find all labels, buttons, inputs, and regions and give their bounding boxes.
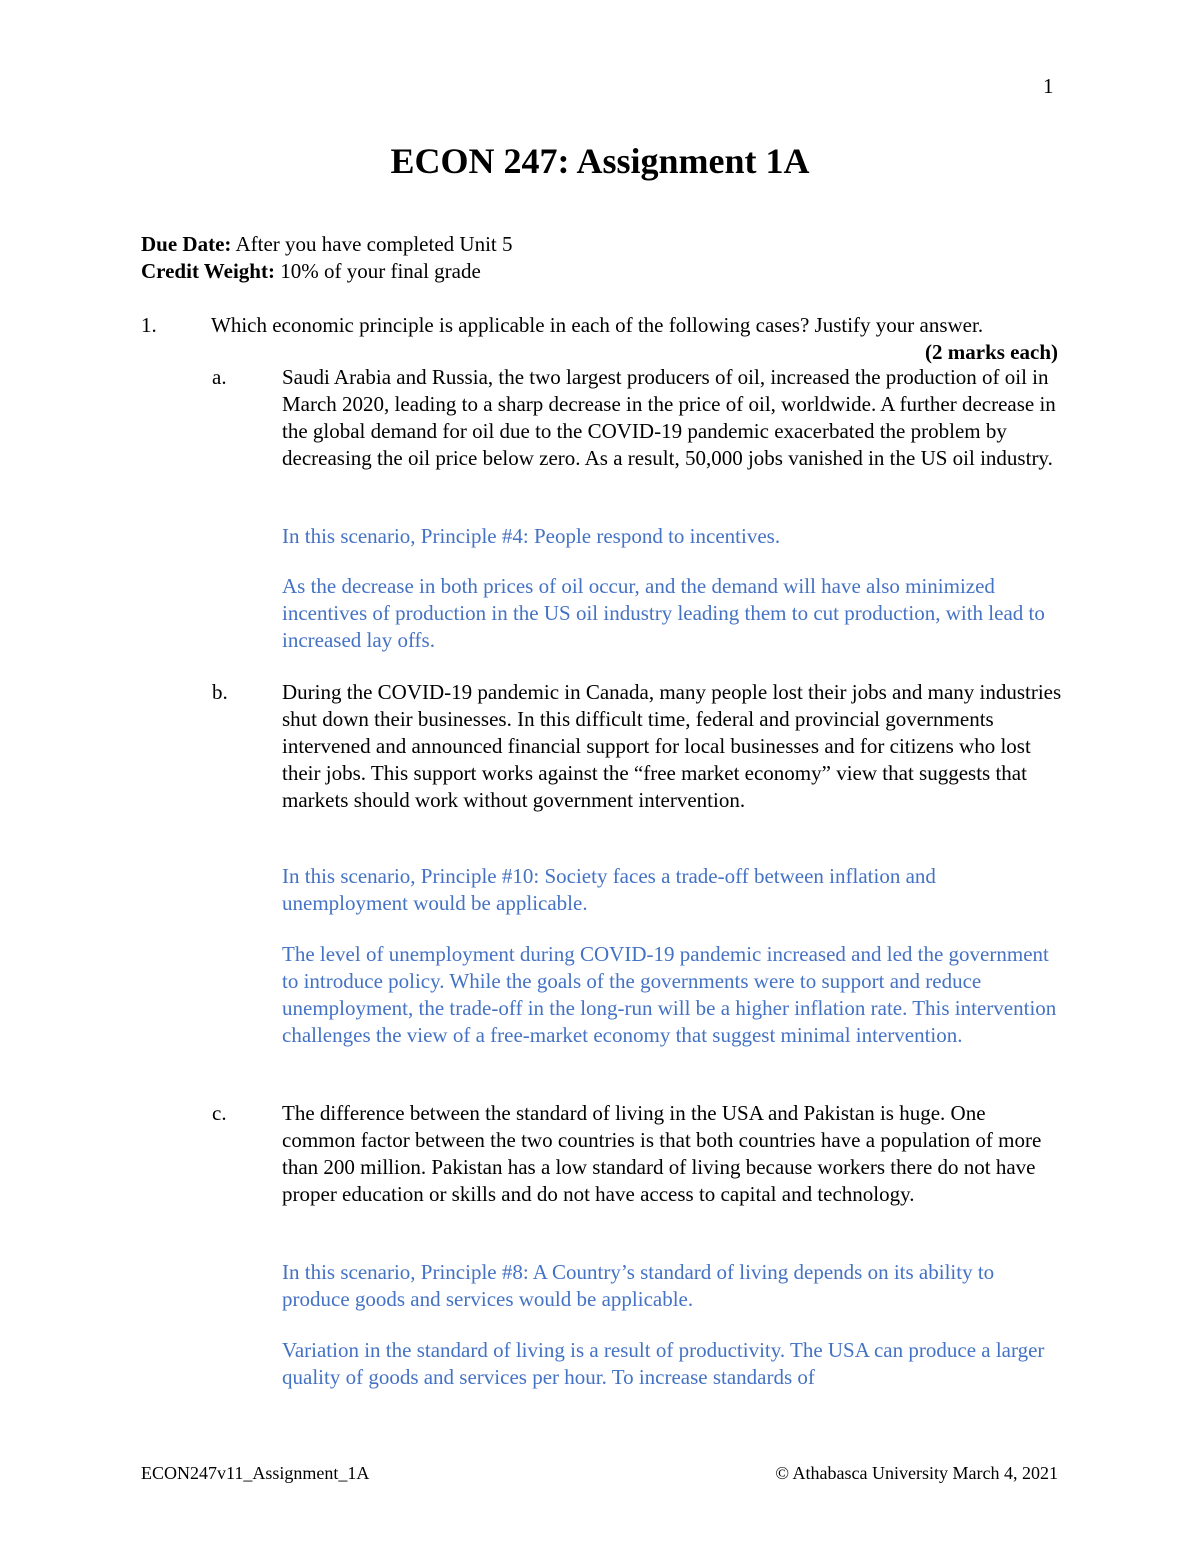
part-c-prompt: The difference between the standard of living in the USA and Pakistan is huge. One common factor between the two countries is that both countries have a population of more than 200 million. Pakistan has a low standard of living because workers there do not have proper education or skills and do not have access to capital and technology. <box>282 1101 1042 1206</box>
footer-document-code: ECON247v11_Assignment_1A <box>141 1463 370 1483</box>
part-b-answer-principle: In this scenario, Principle #10: Society faces a trade-off between inflation and unemployment would be applicable. <box>282 864 936 915</box>
credit-weight-line <box>141 258 481 285</box>
page-number: 1 <box>1043 74 1054 98</box>
due-date-line <box>141 231 512 258</box>
part-c-answer-principle: In this scenario, Principle #8: A Country’s standard of living depends on its ability to produce goods and services would be applicable. <box>282 1260 995 1311</box>
marks-note: (2 marks each) <box>925 340 1058 364</box>
part-a-prompt: Saudi Arabia and Russia, the two largest producers of oil, increased the production of oil in March 2020, leading to a sharp decrease in the price of oil, worldwide. A further decrease in the global demand for oil due to the COVID-19 pandemic exacerbated the problem by decreasing the oil price below zero. As a result, 50,000 jobs vanished in the US oil industry. <box>282 365 1056 470</box>
part-c-label: c. <box>212 1101 227 1125</box>
question-number: 1. <box>141 313 157 337</box>
question-text: Which economic principle is applicable in each of the following cases? Justify your answer. <box>211 313 984 337</box>
due-date-value: After you have completed Unit 5 <box>235 232 513 256</box>
due-date-label: Due Date: <box>141 232 232 256</box>
part-c-answer-explanation: Variation in the standard of living is a result of productivity. The USA can produce a larger quality of goods and services per hour. To increase standards of <box>282 1338 1045 1389</box>
part-b-answer-explanation: The level of unemployment during COVID-19 pandemic increased and led the government to introduce policy. While the goals of the governments were to support and reduce unemployment, the trade-off in the long-run will be a higher inflation rate. This intervention challenges the view of a free-market economy that suggest minimal intervention. <box>282 942 1057 1047</box>
part-a-label: a. <box>212 365 227 389</box>
part-b-prompt: During the COVID-19 pandemic in Canada, many people lost their jobs and many industries shut down their businesses. In this difficult time, federal and provincial governments intervened and announced financial support for local businesses and for citizens who lost their jobs. This support works against the “free market economy” view that suggests that markets should work without government intervention. <box>282 680 1062 812</box>
part-a-answer-explanation: As the decrease in both prices of oil occur, and the demand will have also minimized incentives of production in the US oil industry leading them to cut production, with lead to increased lay offs. <box>282 574 1045 652</box>
part-a-answer-principle: In this scenario, Principle #4: People respond to incentives. <box>282 524 781 548</box>
footer-copyright: © Athabasca University March 4, 2021 <box>775 1463 1058 1483</box>
part-b-label: b. <box>212 680 228 704</box>
credit-weight-label: Credit Weight: <box>141 259 275 283</box>
credit-weight-value: 10% of your final grade <box>280 259 481 283</box>
document-title: ECON 247: Assignment 1A <box>390 141 810 181</box>
